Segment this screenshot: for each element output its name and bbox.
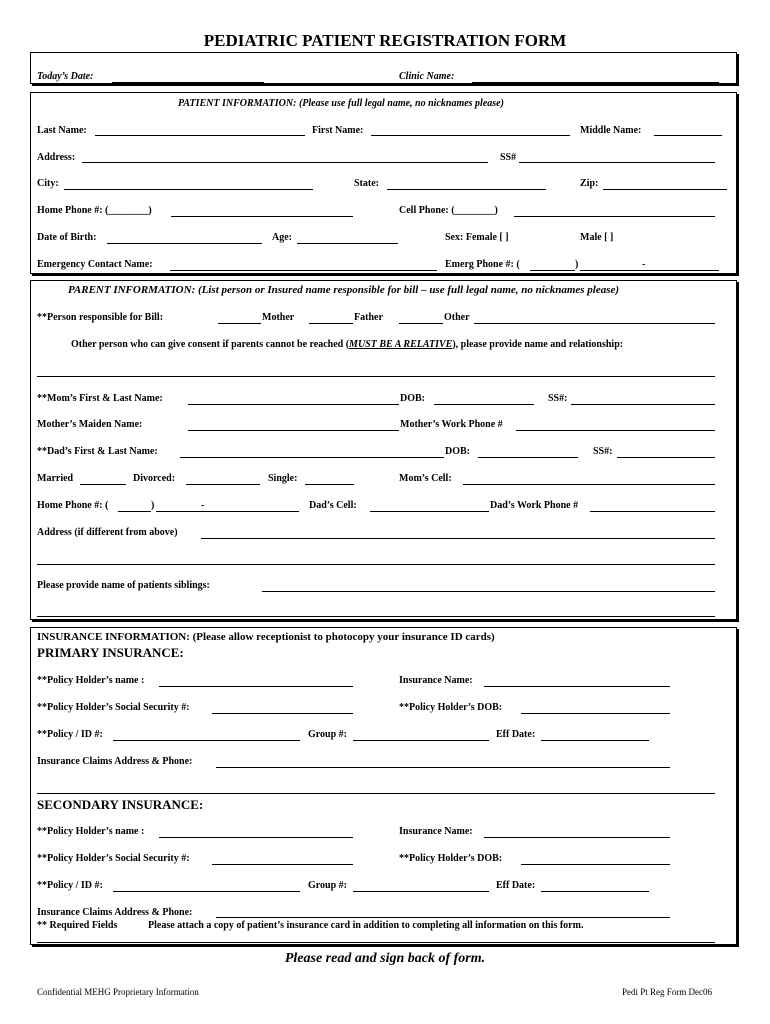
primary-policy-id-field[interactable]: [113, 740, 300, 741]
secondary-policy-id-field[interactable]: [113, 891, 300, 892]
patient-info-heading: PATIENT INFORMATION: (Please use full legal name, no nicknames please): [178, 98, 504, 109]
emerg-phone-paren: ): [575, 259, 579, 270]
dad-dob-label: DOB:: [445, 446, 470, 457]
secondary-policy-id-label: **Policy / ID #:: [37, 880, 103, 891]
required-fields-note: ** Required Fields: [37, 920, 118, 931]
secondary-claims-field-2[interactable]: [37, 942, 715, 943]
state-field[interactable]: [387, 189, 546, 190]
zip-field[interactable]: [603, 189, 727, 190]
parent-home-phone-field[interactable]: [156, 511, 299, 512]
primary-group-label: Group #:: [308, 729, 347, 740]
header-box: [30, 52, 737, 84]
todays-date-field[interactable]: [112, 82, 264, 83]
age-label: Age:: [272, 232, 292, 243]
sex-female-checkbox[interactable]: Sex: Female [ ]: [445, 232, 509, 243]
mom-name-field[interactable]: [188, 404, 399, 405]
maiden-name-field[interactable]: [188, 430, 399, 431]
maiden-name-label: Mother’s Maiden Name:: [37, 419, 143, 430]
secondary-group-field[interactable]: [353, 891, 489, 892]
married-label: Married: [37, 473, 74, 484]
address-diff-label: Address (if different from above): [37, 527, 178, 538]
secondary-claims-field[interactable]: [216, 917, 670, 918]
dads-cell-field[interactable]: [370, 511, 489, 512]
divorced-label: Divorced:: [133, 473, 176, 484]
primary-holder-name-label: **Policy Holder’s name :: [37, 675, 145, 686]
moms-cell-field[interactable]: [463, 484, 715, 485]
father-field[interactable]: [309, 323, 353, 324]
address-diff-field-2[interactable]: [37, 564, 715, 565]
secondary-holder-dob-label: **Policy Holder’s DOB:: [399, 853, 503, 864]
consent-field[interactable]: [37, 376, 715, 377]
first-name-field[interactable]: [371, 135, 570, 136]
dad-name-label: **Dad’s First & Last Name:: [37, 446, 158, 457]
primary-policy-id-label: **Policy / ID #:: [37, 729, 103, 740]
mom-ss-label: SS#:: [548, 393, 568, 404]
last-name-label: Last Name:: [37, 125, 87, 136]
middle-name-field[interactable]: [654, 135, 722, 136]
emerg-phone-area-field[interactable]: [530, 270, 575, 271]
address-label: Address:: [37, 152, 76, 163]
state-label: State:: [354, 178, 379, 189]
address-field[interactable]: [82, 162, 488, 163]
primary-claims-label: Insurance Claims Address & Phone:: [37, 756, 193, 767]
primary-insurance-heading: PRIMARY INSURANCE:: [37, 645, 184, 660]
parent-info-heading: PARENT INFORMATION: (List person or Insured name responsible for bill – use full legal name, no nicknames please): [68, 284, 620, 296]
single-field[interactable]: [305, 484, 354, 485]
sign-back-note: Please read and sign back of form.: [284, 951, 486, 966]
primary-holder-dob-label: **Policy Holder’s DOB:: [399, 702, 503, 713]
primary-eff-date-field[interactable]: [541, 740, 649, 741]
parent-home-phone-paren: ): [151, 500, 155, 511]
last-name-field[interactable]: [95, 135, 305, 136]
zip-label: Zip:: [580, 178, 599, 189]
mother-option: Mother: [262, 312, 295, 323]
primary-claims-field[interactable]: [216, 767, 670, 768]
primary-group-field[interactable]: [353, 740, 489, 741]
middle-name-label: Middle Name:: [580, 125, 642, 136]
moms-cell-label: Mom’s Cell:: [399, 473, 452, 484]
clinic-name-label: Clinic Name:: [399, 71, 455, 82]
mother-work-label: Mother’s Work Phone #: [400, 419, 503, 430]
parent-home-phone-label: Home Phone #: (: [37, 500, 109, 511]
secondary-holder-ss-field[interactable]: [212, 864, 353, 865]
primary-holder-name-field[interactable]: [159, 686, 353, 687]
city-label: City:: [37, 178, 59, 189]
dad-ss-field[interactable]: [617, 457, 715, 458]
dad-dob-field[interactable]: [478, 457, 578, 458]
mother-field[interactable]: [218, 323, 261, 324]
first-name-label: First Name:: [312, 125, 364, 136]
dob-field[interactable]: [107, 243, 262, 244]
mom-dob-label: DOB:: [400, 393, 425, 404]
parent-home-phone-dash: -: [201, 500, 205, 511]
dad-name-field[interactable]: [180, 457, 444, 458]
primary-insurance-name-label: Insurance Name:: [399, 675, 473, 686]
emerg-phone-dash: -: [642, 259, 646, 270]
todays-date-label: Today’s Date:: [37, 71, 94, 82]
page-title: PEDIATRIC PATIENT REGISTRATION FORM: [203, 31, 567, 50]
consent-instructions: Other person who can give consent if parents cannot be reached (MUST BE A RELATIVE), please provide name and relationship:: [71, 339, 624, 350]
ss-field[interactable]: [519, 162, 715, 163]
home-phone-field[interactable]: [171, 216, 353, 217]
clinic-name-field[interactable]: [472, 82, 719, 83]
secondary-claims-label: Insurance Claims Address & Phone:: [37, 907, 193, 918]
age-field[interactable]: [297, 243, 398, 244]
other-name-field[interactable]: [474, 323, 715, 324]
primary-holder-ss-label: **Policy Holder’s Social Security #:: [37, 702, 190, 713]
mom-ss-field[interactable]: [571, 404, 715, 405]
primary-holder-ss-field[interactable]: [212, 713, 353, 714]
cell-phone-field[interactable]: [514, 216, 715, 217]
mom-name-label: **Mom’s First & Last Name:: [37, 393, 163, 404]
other-field[interactable]: [399, 323, 443, 324]
secondary-eff-date-field[interactable]: [541, 891, 649, 892]
father-option: Father: [354, 312, 383, 323]
dad-ss-label: SS#:: [593, 446, 613, 457]
secondary-holder-name-label: **Policy Holder’s name :: [37, 826, 145, 837]
responsible-label: **Person responsible for Bill:: [37, 312, 164, 323]
secondary-insurance-heading: SECONDARY INSURANCE:: [37, 797, 204, 812]
dads-cell-label: Dad’s Cell:: [309, 500, 357, 511]
dad-work-field[interactable]: [590, 511, 715, 512]
secondary-holder-dob-field[interactable]: [521, 864, 670, 865]
form-id: Pedi Pt Reg Form Dec06: [622, 987, 712, 997]
confidential-note: Confidential MEHG Proprietary Information: [37, 987, 199, 997]
city-field[interactable]: [64, 189, 313, 190]
address-diff-field[interactable]: [201, 538, 715, 539]
secondary-holder-name-field[interactable]: [159, 837, 353, 838]
attach-card-note: Please attach a copy of patient’s insurance card in addition to completing all information on this form.: [148, 920, 584, 931]
primary-holder-dob-field[interactable]: [521, 713, 670, 714]
sex-male-checkbox[interactable]: Male [ ]: [580, 232, 614, 243]
secondary-eff-date-label: Eff Date:: [496, 880, 536, 891]
siblings-label: Please provide name of patients siblings:: [37, 580, 210, 591]
emergency-contact-label: Emergency Contact Name:: [37, 259, 153, 270]
parent-home-phone-area-field[interactable]: [118, 511, 151, 512]
primary-insurance-name-field[interactable]: [484, 686, 670, 687]
secondary-insurance-name-label: Insurance Name:: [399, 826, 473, 837]
single-label: Single:: [268, 473, 298, 484]
home-phone-label: Home Phone #: (________): [37, 205, 152, 216]
mom-dob-field[interactable]: [434, 404, 534, 405]
patient-info-box: [30, 92, 737, 274]
primary-claims-field-2[interactable]: [37, 793, 715, 794]
emergency-contact-field[interactable]: [170, 270, 437, 271]
cell-phone-label: Cell Phone: (________): [399, 205, 498, 216]
mother-work-field[interactable]: [516, 430, 715, 431]
emerg-phone-label: Emerg Phone #: (: [445, 259, 520, 270]
married-field[interactable]: [80, 484, 126, 485]
secondary-insurance-name-field[interactable]: [484, 837, 670, 838]
dad-work-label: Dad’s Work Phone #: [490, 500, 579, 511]
secondary-holder-ss-label: **Policy Holder’s Social Security #:: [37, 853, 190, 864]
emerg-phone-field[interactable]: [580, 270, 719, 271]
dob-label: Date of Birth:: [37, 232, 97, 243]
primary-eff-date-label: Eff Date:: [496, 729, 536, 740]
ss-label: SS#: [500, 152, 517, 163]
siblings-field-2[interactable]: [37, 616, 715, 617]
divorced-field[interactable]: [186, 484, 260, 485]
secondary-group-label: Group #:: [308, 880, 347, 891]
other-option: Other: [444, 312, 470, 323]
insurance-heading: INSURANCE INFORMATION: (Please allow receptionist to photocopy your insurance ID cards): [37, 631, 495, 643]
siblings-field[interactable]: [262, 591, 715, 592]
